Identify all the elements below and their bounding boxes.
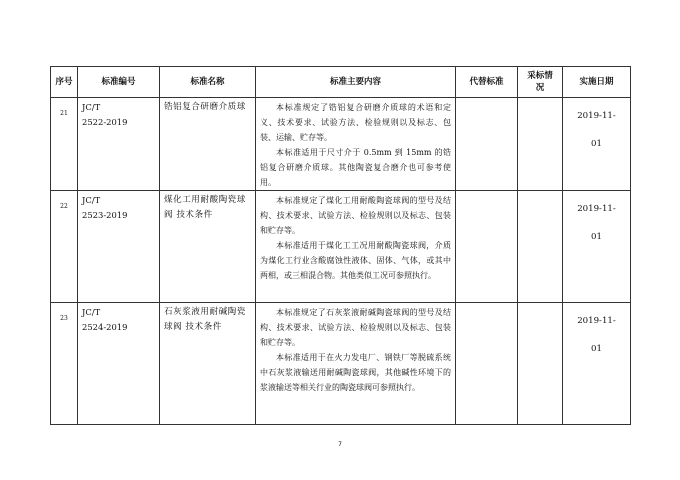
date-part: 2019-11-: [577, 204, 616, 214]
content-paragraph: 本标准规定了锆铝复合研磨介质球的术语和定义、技术要求、试验方法、检验规则以及标志、包装、运输、贮存等。: [260, 103, 451, 142]
code-prefix: JC/T: [82, 102, 101, 112]
row-content: [256, 303, 456, 425]
row-adopt: [518, 98, 563, 191]
row-replace: [456, 98, 518, 191]
standards-table: [50, 66, 631, 425]
row-replace: [456, 191, 518, 303]
row-name: 煤化工用耐酸陶瓷球阀 技术条件: [160, 191, 256, 303]
code-prefix: JC/T: [82, 195, 101, 205]
code-number: 2523-2019: [82, 210, 128, 220]
row-name: 锆铝复合研磨介质球: [160, 98, 256, 191]
code-prefix: JC/T: [82, 307, 101, 317]
header-date: 实施日期: [563, 67, 631, 98]
table-row: [51, 191, 631, 303]
content-paragraph: 本标准适用于煤化工工况用耐酸陶瓷球阀，介质为煤化工行业含酸腐蚀性液体、固体、气体，或其中两相，或三相混合物。其他类似工况可参照执行。: [260, 241, 451, 280]
header-row: [51, 67, 631, 98]
row-code: [78, 98, 160, 191]
row-adopt: [518, 303, 563, 425]
content-paragraph: 本标准适用于在火力发电厂、钢铁厂等脱硫系统中石灰浆液输送用耐碱陶瓷球阀，其他碱性环境下的浆液输送等相关行业的陶瓷球阀可参照执行。: [260, 353, 451, 392]
row-name: 石灰浆液用耐碱陶瓷球阀 技术条件: [160, 303, 256, 425]
code-number: 2522-2019: [82, 117, 128, 127]
row-seq: 21: [51, 98, 78, 191]
table-row: [51, 98, 631, 191]
date-part: 2019-11-: [577, 316, 616, 326]
row-content: [256, 98, 456, 191]
content-paragraph: 本标准规定了煤化工用耐酸陶瓷球阀的型号及结构、技术要求、试验方法、检验规则以及标志、包装和贮存等。: [260, 196, 451, 235]
header-adopt: 采标情况: [518, 67, 563, 98]
header-content: 标准主要内容: [256, 67, 456, 98]
row-code: [78, 191, 160, 303]
content-paragraph: 本标准规定了石灰浆液耐碱陶瓷球阀的型号及结构、技术要求、试验方法、检验规则以及标志、包装和贮存等。: [260, 308, 451, 347]
header-code: 标准编号: [78, 67, 160, 98]
header-seq: 序号: [51, 67, 78, 98]
date-part: 01: [591, 139, 602, 149]
row-date: [563, 98, 631, 191]
row-replace: [456, 303, 518, 425]
header-name: 标准名称: [160, 67, 256, 98]
header-replace: 代替标准: [456, 67, 518, 98]
date-part: 2019-11-: [577, 111, 616, 121]
row-seq: 22: [51, 191, 78, 303]
row-seq: 23: [51, 303, 78, 425]
row-date: [563, 191, 631, 303]
row-code: [78, 303, 160, 425]
date-part: 01: [591, 344, 602, 354]
row-date: [563, 303, 631, 425]
page-number: 7: [338, 441, 342, 448]
date-part: 01: [591, 232, 602, 242]
content-paragraph: 本标准适用于尺寸介于 0.5mm 到 15mm 的锆铝复合研磨介质球。其他陶瓷复合磨介也可参考使用。: [260, 148, 451, 187]
table-row: [51, 303, 631, 425]
code-number: 2524-2019: [82, 322, 128, 332]
row-content: [256, 191, 456, 303]
row-adopt: [518, 191, 563, 303]
